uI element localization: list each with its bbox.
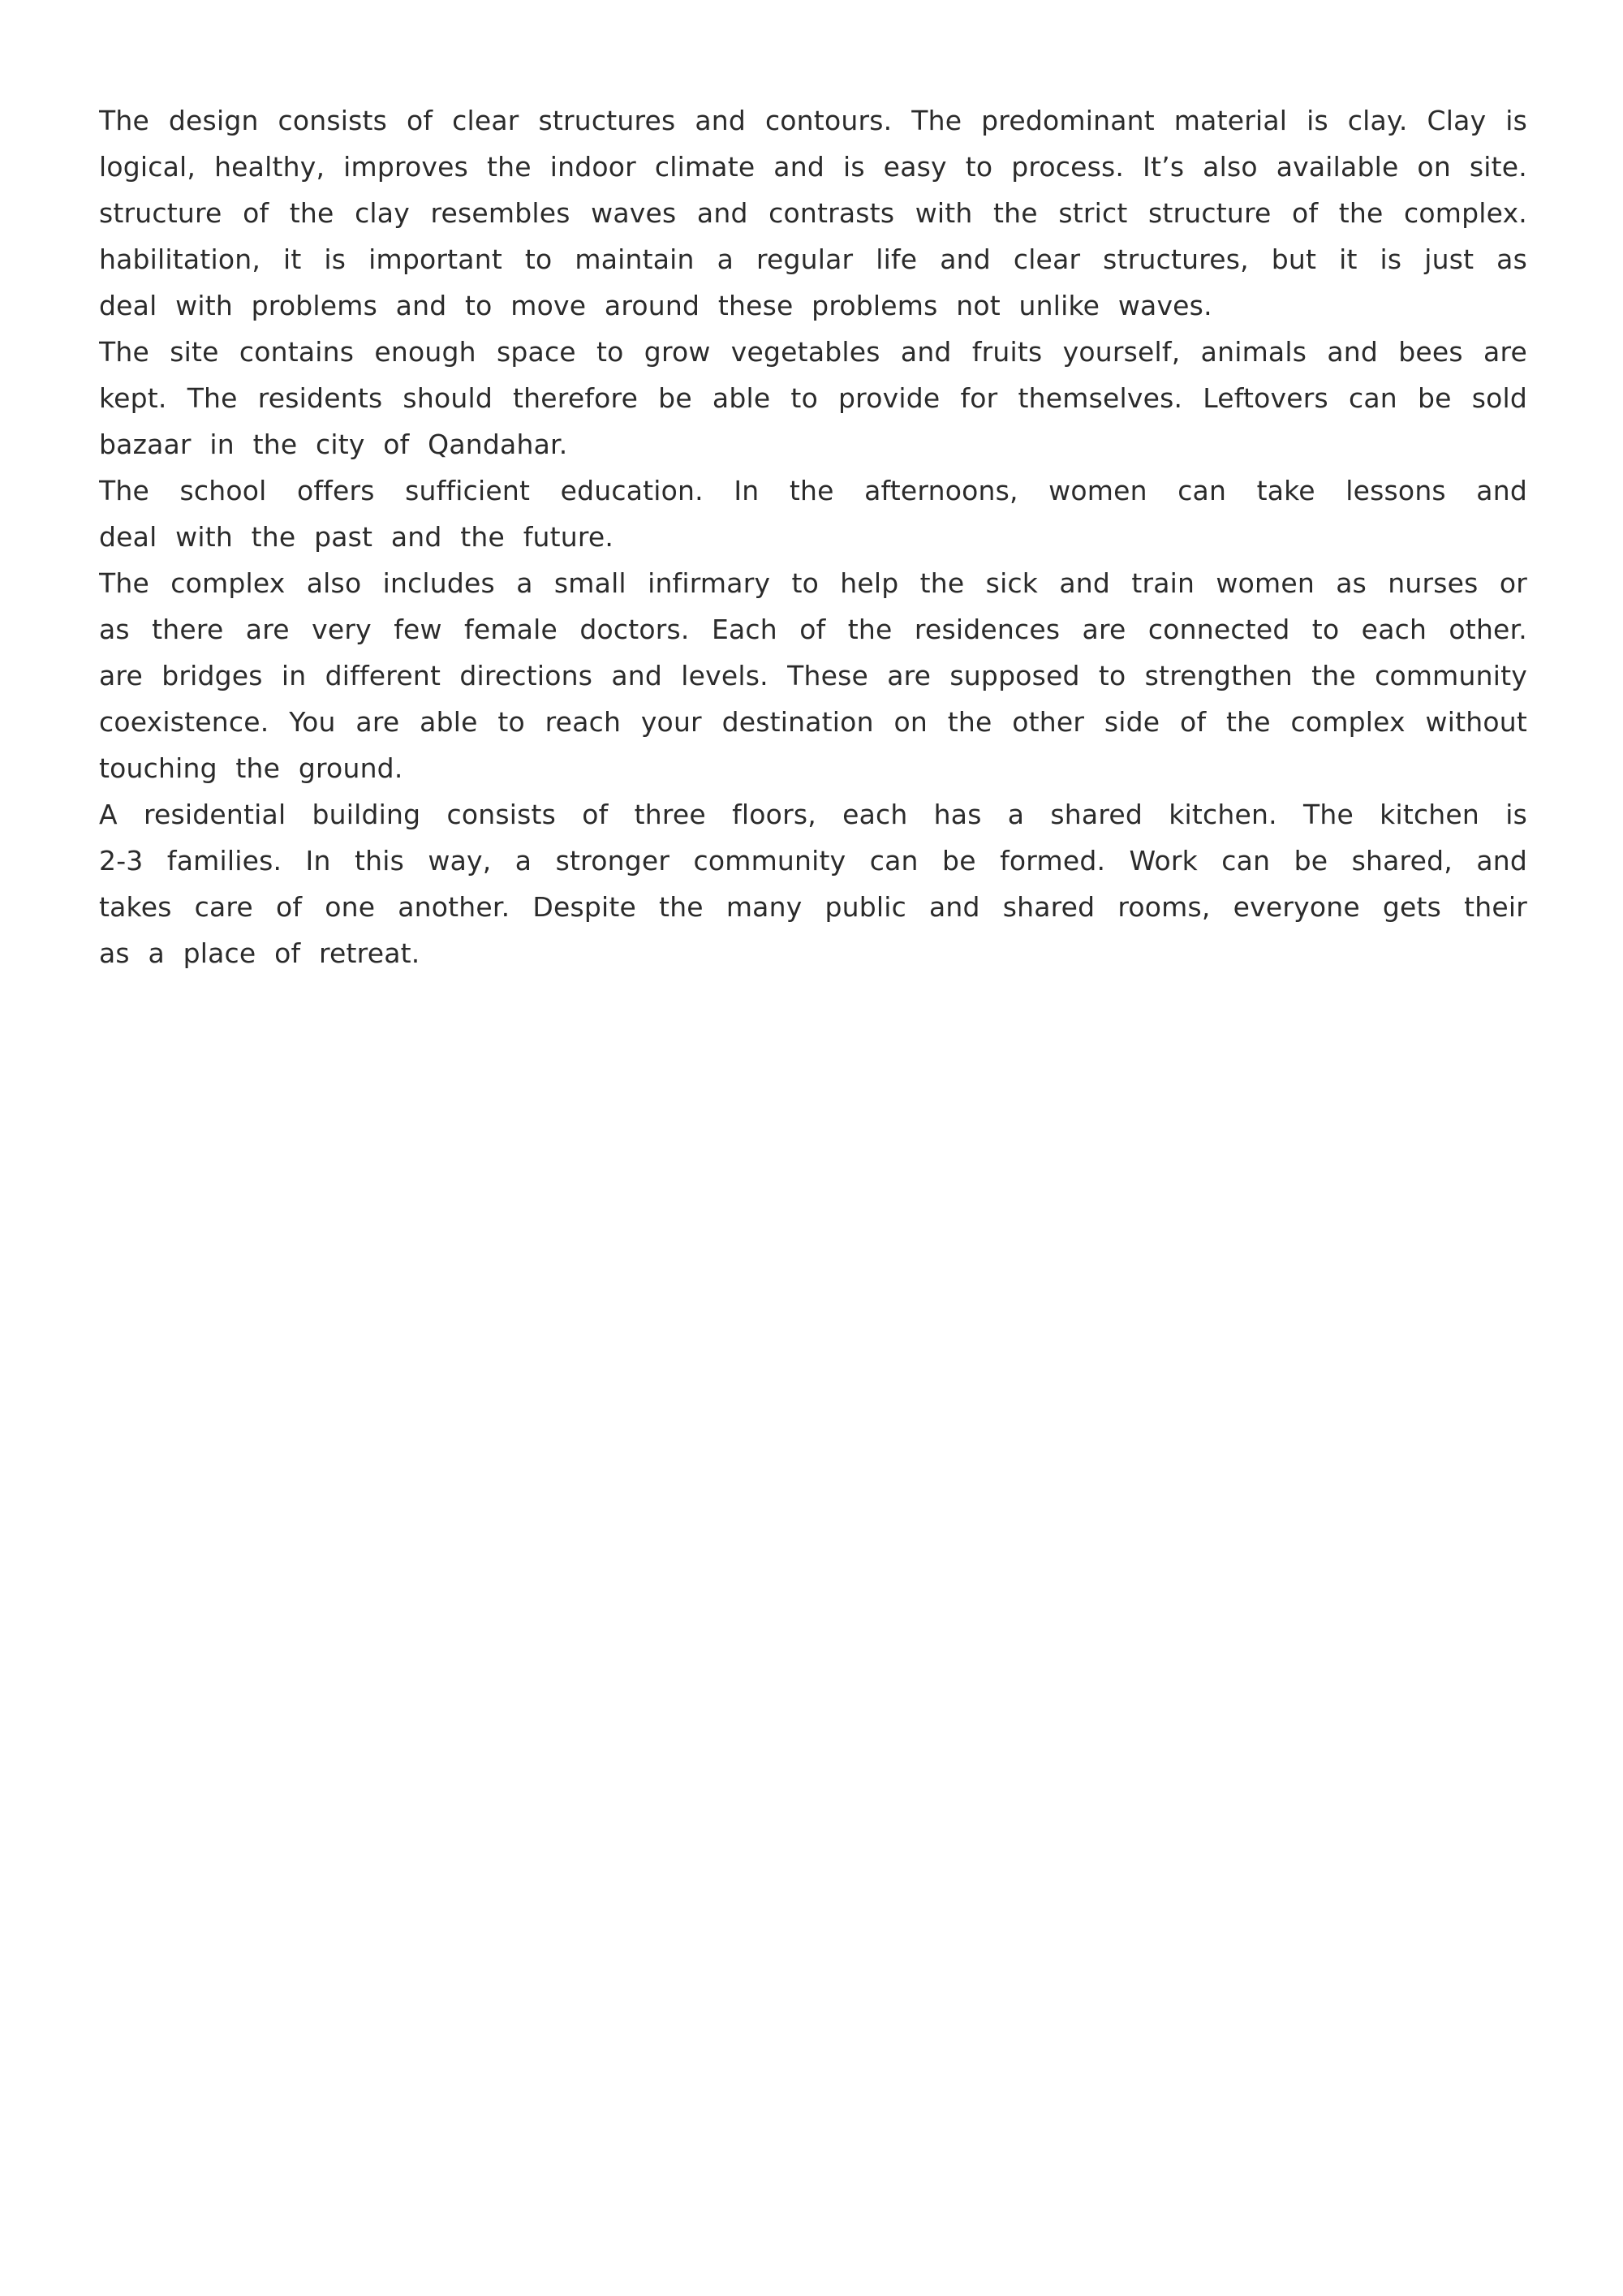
text-line: takes care of one another. Despite the many public and shared rooms, everyone gets their: [99, 891, 1527, 923]
text-line: The design consists of clear structures and contours. The predominant material is clay. Clay is: [99, 105, 1527, 136]
text-line: coexistence. You are able to reach your destination on the other side of the complex without: [99, 706, 1527, 738]
text-line: habilitation, it is important to maintain a regular life and clear structures, but it is just as: [99, 243, 1527, 275]
text-line: deal with problems and to move around these problems not unlike waves.: [99, 290, 1212, 321]
text-line: kept. The residents should therefore be able to provide for themselves. Leftovers can be sold: [99, 382, 1527, 414]
text-line: logical, healthy, improves the indoor climate and is easy to process. It’s also available on site.: [99, 151, 1527, 183]
text-line: as a place of retreat.: [99, 937, 420, 969]
text-line: 2-3 families. In this way, a stronger community can be formed. Work can be shared, and: [99, 845, 1527, 877]
text-line: are bridges in different directions and levels. These are supposed to strengthen the community: [99, 660, 1527, 691]
text-line: structure of the clay resembles waves and contrasts with the strict structure of the complex.: [99, 197, 1527, 229]
text-line: The site contains enough space to grow vegetables and fruits yourself, animals and bees are: [99, 336, 1527, 368]
text-line: touching the ground.: [99, 752, 403, 784]
text-line: as there are very few female doctors. Each of the residences are connected to each other.: [99, 614, 1527, 645]
text-line: bazaar in the city of Qandahar.: [99, 429, 568, 460]
text-line: The complex also includes a small infirmary to help the sick and train women as nurses or: [99, 567, 1527, 599]
body-text: [99, 97, 1527, 976]
text-line: A residential building consists of three floors, each has a shared kitchen. The kitchen is: [99, 799, 1527, 830]
text-line: The school offers sufficient education. In the afternoons, women can take lessons and: [99, 475, 1527, 506]
text-line: deal with the past and the future.: [99, 521, 614, 553]
